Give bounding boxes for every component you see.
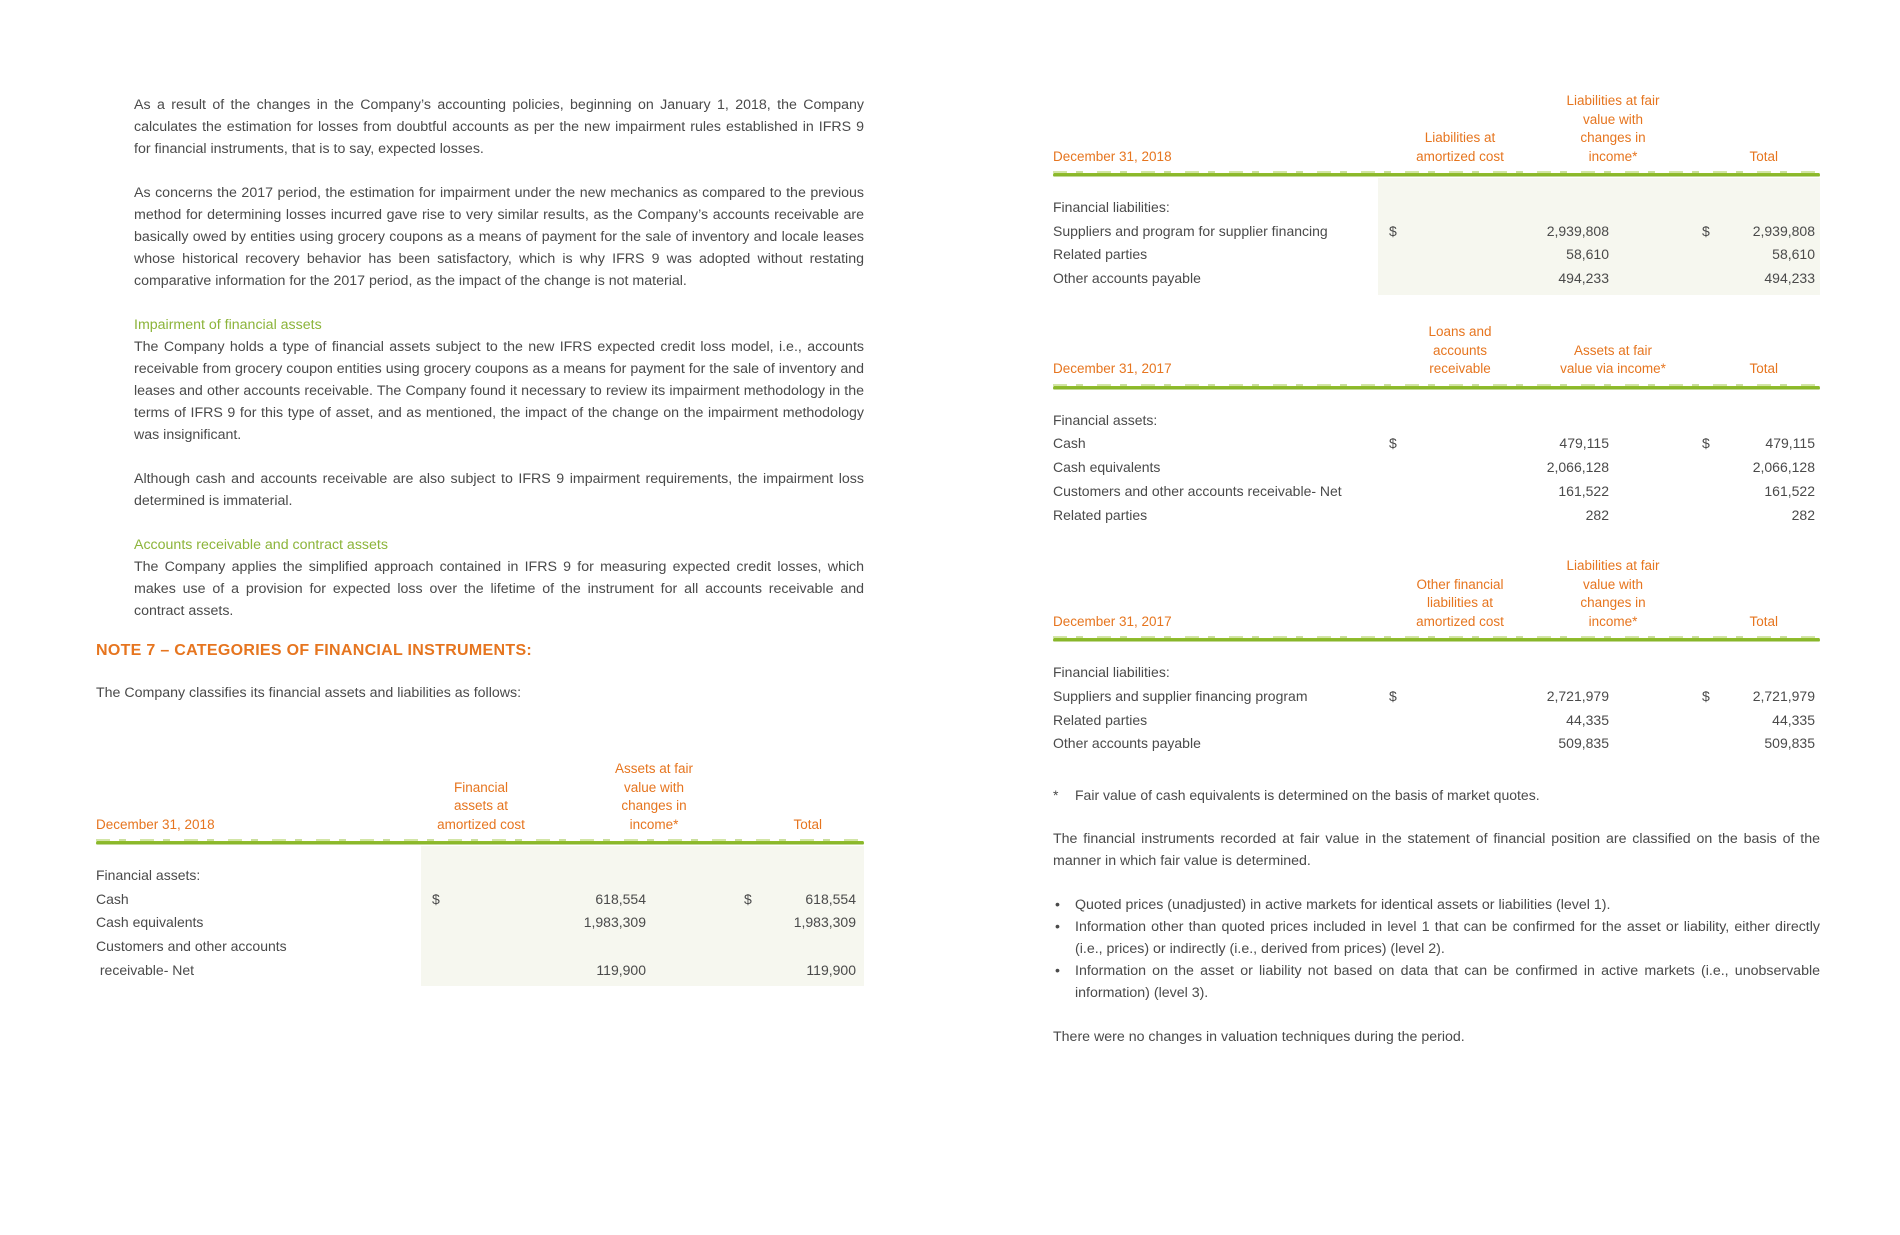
table-section: Financial liabilities:	[1053, 199, 1170, 215]
col-total: Total	[793, 816, 822, 832]
note-7-intro: The Company classifies its financial assets and liabilities as follows:	[96, 685, 522, 701]
paragraph-impairment-2: Although cash and accounts receivable are also subject to IFRS 9 impairment requirements, the impairment loss determined is immaterial.	[134, 471, 864, 509]
col-liabilities-fair-value: Liabilities at fair value with changes in income*	[1566, 93, 1660, 164]
table-liabilities-2018	[1053, 94, 1820, 295]
table-date: December 31, 2017	[1053, 361, 1172, 377]
table-row: Related parties 44,335 44,335	[1053, 711, 1815, 728]
col-other-liabilities-amortized: Other financial liabilities at amortized cost	[1416, 576, 1504, 629]
paragraph-policy-change: As a result of the changes in the Company’s accounting policies, beginning on January 1, 2018, the Company calculates the estimation for losses from doubtful accounts as per the new impairment rules established in IFRS 9 for financial instruments, that is to say, expected losses.	[134, 97, 864, 157]
left-column	[96, 94, 864, 986]
list-item: • Quoted prices (unadjusted) in active markets for identical assets or liabilities (level 1).	[1053, 894, 1820, 916]
paragraph-receivables: The Company applies the simplified approach contained in IFRS 9 for measuring expected credit losses, which makes use of a provision for expected loss over the lifetime of the instrument for all accounts receivable and contract assets.	[134, 559, 864, 619]
table-section: Financial assets:	[96, 867, 201, 883]
table-row: Cash $ 479,115 $ 479,115	[1053, 435, 1815, 452]
col-assets-fair-value: Assets at fair value with changes in income*	[614, 761, 694, 832]
table-date: December 31, 2018	[96, 816, 215, 832]
paragraph-fair-value: The financial instruments recorded at fair value in the statement of financial position are classified on the basis of the manner in which fair value is determined.	[1053, 830, 1820, 869]
table-date: December 31, 2018	[1053, 148, 1172, 164]
table-section: Financial liabilities:	[1053, 664, 1170, 681]
list-item: • Information on the asset or liability not based on data that can be confirmed in active markets (i.e., unobservable information) (level 3).	[1053, 960, 1820, 1004]
col-liabilities-amortized: Liabilities at amortized cost	[1416, 130, 1504, 164]
policy-section	[134, 94, 864, 622]
paragraph-closing: There were no changes in valuation techniques during the period.	[1053, 1028, 1465, 1045]
levels-list	[1053, 894, 1820, 1004]
col-financial-assets-amortized: Financial assets at amortized cost	[437, 779, 525, 832]
table-row: Customers and other accounts	[96, 938, 287, 955]
heading-impairment: Impairment of financial assets	[134, 317, 322, 333]
table-body	[1053, 178, 1820, 295]
paragraph-2017-period: As concerns the 2017 period, the estimation for impairment under the new mechanics as compared to the previous method for determining losses incurred gave rise to very similar results, as the Company’s accounts receivable are basically owed by entities using grocery coupons as a means of payment for the sale of inventory and locale leases whose historical recovery behavior has been satisfactory, which is why IFRS 9 was adopted without restating comparative information for the 2017 period, as the impact of the change is not material.	[134, 185, 864, 289]
col-total: Total	[1749, 361, 1778, 377]
table-assets-2018	[96, 756, 864, 986]
table-row: Related parties 282 282	[1053, 506, 1815, 523]
table-row: Related parties 58,610 58,610	[1053, 246, 1815, 263]
table-row: Other accounts payable 494,233 494,233	[1053, 270, 1815, 287]
footnote	[1053, 784, 1820, 806]
table-body	[1053, 391, 1820, 531]
note-7-title: NOTE 7 – CATEGORIES OF FINANCIAL INSTRUMENTS:	[96, 642, 533, 659]
col-assets-fair-value-income: Assets at fair value via income*	[1560, 342, 1666, 377]
table-header	[1053, 94, 1820, 170]
table-assets-2017	[1053, 319, 1820, 531]
list-item: • Information other than quoted prices included in level 1 that can be confirmed for the asset or liability, either directly (i.e., prices) or indirectly (i.e., derived from prices) (level 2).	[1053, 916, 1820, 960]
table-row: Suppliers and program for supplier financing $ 2,939,808 $ 2,939,808	[1053, 222, 1815, 239]
table-date: December 31, 2017	[1053, 613, 1172, 629]
footnote-text: Fair value of cash equivalents is determined on the basis of market quotes.	[1075, 786, 1540, 803]
table-header	[1053, 319, 1820, 383]
table-body	[1053, 643, 1820, 760]
col-total: Total	[1749, 148, 1778, 164]
table-row: Customers and other accounts receivable- Net 161,522 161,522	[1053, 482, 1815, 499]
table-liabilities-2017	[1053, 555, 1820, 760]
col-loans-receivable: Loans and accounts receivable	[1428, 324, 1492, 377]
table-header	[1053, 555, 1820, 635]
col-total: Total	[1749, 613, 1778, 629]
col-liabilities-fair-value: Liabilities at fair value with changes in income*	[1566, 558, 1660, 629]
paragraph-impairment-1: The Company holds a type of financial assets subject to the new IFRS expected credit loss model, i.e., accounts receivable from grocery coupon entities using grocery coupons as a means for payment for the sale of inventory and leases and other accounts receivable. The Company found it necessary to review its impairment methodology in the terms of IFRS 9 for this type of asset, and as mentioned, the impact of the change on the impairment methodology was insignificant.	[134, 339, 864, 443]
table-row: Other accounts payable 509,835 509,835	[1053, 735, 1815, 752]
right-column	[1053, 94, 1820, 1048]
table-row: Cash $ 618,554 $ 618,554	[96, 890, 856, 907]
table-row: Cash equivalents 1,983,309 1,983,309	[96, 914, 856, 931]
heading-receivables: Accounts receivable and contract assets	[134, 537, 388, 553]
table-body	[96, 846, 864, 986]
table-header	[96, 756, 864, 838]
table-section: Financial assets:	[1053, 411, 1158, 428]
table-row: Suppliers and supplier financing program $ 2,721,979 $ 2,721,979	[1053, 687, 1815, 704]
table-row: receivable- Net 119,900 119,900	[96, 961, 856, 978]
table-row: Cash equivalents 2,066,128 2,066,128	[1053, 459, 1815, 476]
footnote-mark: *	[1053, 786, 1059, 803]
